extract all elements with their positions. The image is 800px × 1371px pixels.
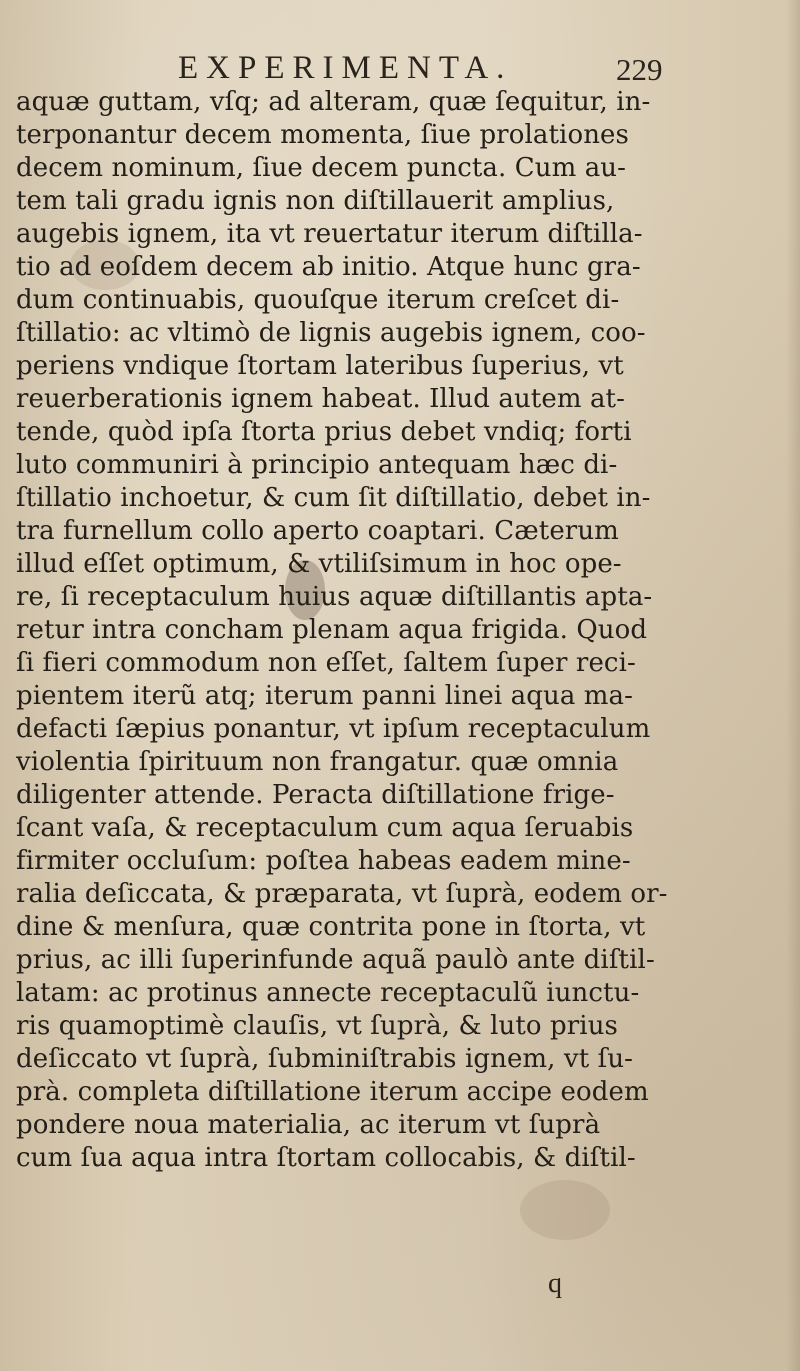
text-line: cum ſua aqua intra ſtortam collocabis, & diſtil-	[16, 1143, 636, 1173]
text-line: prà. completa diſtillatione iterum accipe eodem	[16, 1077, 649, 1107]
text-line: tende, quòd ipſa ſtorta prius debet vndiq; forti	[16, 417, 632, 447]
text-line: reuerberationis ignem habeat. Illud autem at-	[16, 384, 625, 414]
text-line: ſcant vaſa, & receptaculum cum aqua ſeruabis	[16, 813, 634, 843]
text-line: decem nominum, ſiue decem puncta. Cum au-	[16, 153, 627, 183]
text-line: ris quamoptimè clauſis, vt ſuprà, & luto prius	[16, 1011, 618, 1041]
page-number: 229	[616, 52, 663, 87]
text-line: ſtillatio: ac vltimò de lignis augebis ignem, coo-	[16, 318, 646, 348]
text-line: illud eſſet optimum, & vtiliſsimum in hoc ope-	[16, 549, 622, 579]
catchword: q	[548, 1268, 562, 1299]
text-line: terponantur decem momenta, ſiue prolationes	[16, 120, 629, 150]
text-line: latam: ac protinus annecte receptaculũ iunctu-	[16, 978, 640, 1008]
text-line: violentia ſpirituum non frangatur. quæ omnia	[16, 747, 619, 777]
text-line: pientem iterũ atq; iterum panni linei aqua ma-	[16, 681, 634, 711]
text-line: retur intra concham plenam aqua frigida. Quod	[16, 615, 648, 645]
text-line: re, ſi receptaculum huius aquæ diſtillantis apta-	[16, 582, 653, 612]
page-header	[0, 50, 800, 90]
text-line: firmiter occluſum: poſtea habeas eadem mine-	[16, 846, 631, 876]
text-line: defacti ſæpius ponantur, vt ipſum receptaculum	[16, 714, 651, 744]
body-text	[16, 86, 678, 1175]
text-line: tem tali gradu ignis non diſtillauerit amplius,	[16, 186, 615, 216]
text-line: ſtillatio inchoetur, & cum ſit diſtillatio, debet in-	[16, 483, 651, 513]
text-line: augebis ignem, ita vt reuertatur iterum diſtilla-	[16, 219, 643, 249]
text-line: dum continuabis, quouſque iterum creſcet di-	[16, 285, 620, 315]
text-line: diligenter attende. Peracta diſtillatione frige-	[16, 780, 615, 810]
text-line: periens vndique ſtortam lateribus ſuperius, vt	[16, 351, 624, 381]
text-line: pondere noua materialia, ac iterum vt ſuprà	[16, 1110, 601, 1140]
text-line: deſiccato vt ſuprà, ſubminiſtrabis ignem, vt ſu-	[16, 1044, 634, 1074]
text-line: tra furnellum collo aperto coaptari. Cæterum	[16, 516, 619, 546]
running-head: EXPERIMENTA.	[178, 50, 513, 86]
text-line: tio ad eoſdem decem ab initio. Atque hunc gra-	[16, 252, 641, 282]
text-line: dine & menſura, quæ contrita pone in ſtorta, vt	[16, 912, 646, 942]
text-line: aquæ guttam, vſq; ad alteram, quæ ſequitur, in-	[16, 87, 651, 117]
text-line: ralia deſiccata, & præparata, vt ſuprà, eodem or-	[16, 879, 668, 909]
paper-stain	[520, 1180, 610, 1240]
text-line: luto communiri à principio antequam hæc di-	[16, 450, 618, 480]
page-edge-shadow	[786, 0, 800, 1371]
text-line: ſi fieri commodum non eſſet, ſaltem ſuper reci-	[16, 648, 636, 678]
text-line: prius, ac illi ſuperinfunde aquã paulò ante diſtil-	[16, 945, 655, 975]
